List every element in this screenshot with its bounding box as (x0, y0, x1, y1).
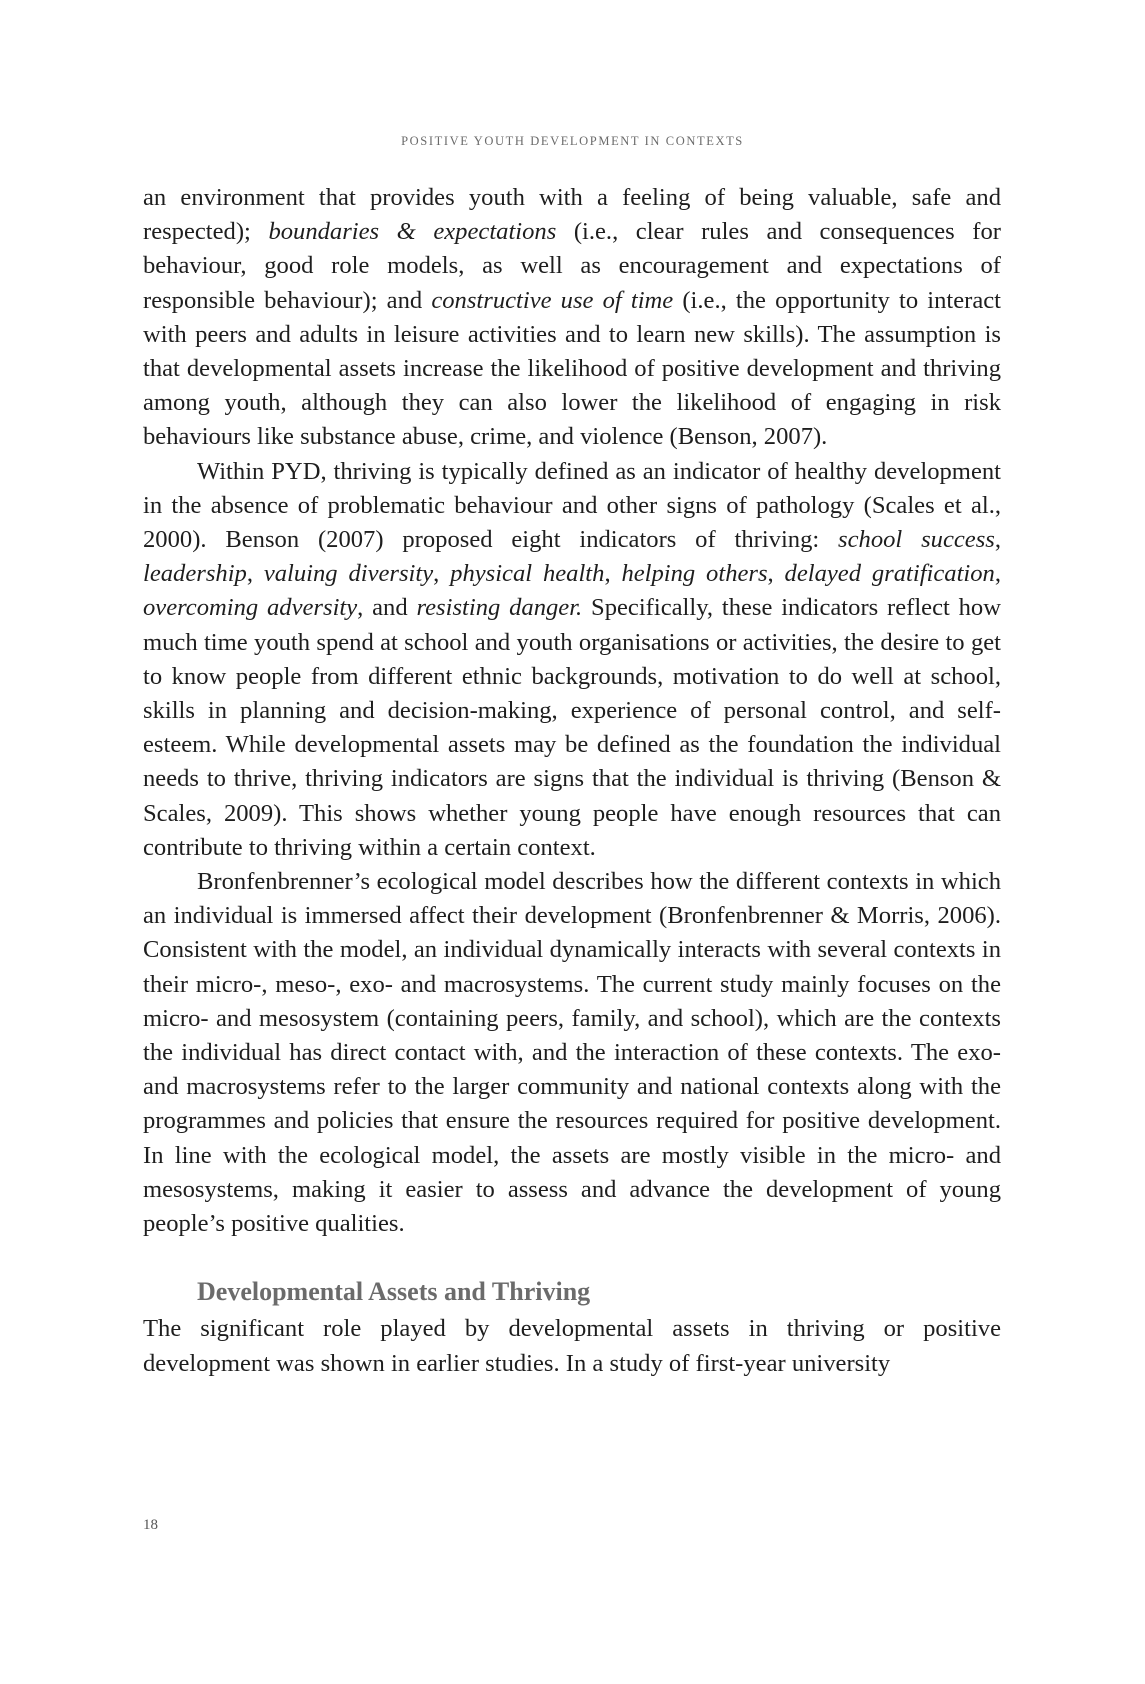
italic-term: leadership (143, 560, 247, 588)
italic-term: resisting danger. (416, 594, 583, 622)
body-paragraph (143, 181, 1001, 455)
text-run: Bronfenbrenner’s ecological model describes how the different contexts in which an individual is immersed affect their development (Bronfenbrenner & Morris, 2006). Consistent with the model, an individual dynamically interacts with several contexts in their micro-, meso-, exo- and macrosystems. The current study mainly focuses on the micro- and mesosystem (containing peers, family, and school), which are the contexts the individual has direct contact with, and the interaction of these contexts. The exo- and macrosystems refer to the larger community and national contexts along with the programmes and policies that ensure the resources required for positive development. In line with the ecological model, the assets are mostly visible in the micro- and mesosystems, making it easier to assess and advance the development of young people’s positive qualities. (143, 868, 1001, 1238)
text-run: , (433, 560, 451, 588)
text-run: , (604, 560, 622, 588)
text-run: , (767, 560, 785, 588)
text-run: , (994, 560, 1001, 588)
italic-term: delayed gratification (784, 560, 995, 588)
text-run: (i.e., clear rules and consequences for behaviour, good role models, as well as encouragement and expectations of responsible behaviour); and (143, 218, 1001, 314)
text-run: an environment that provides youth with a feeling of being valuable, safe and respected); (143, 184, 1001, 246)
italic-term: helping others (621, 560, 768, 588)
body-paragraph (143, 865, 1001, 1241)
text-run: , (994, 526, 1002, 554)
section-heading: Developmental Assets and Thriving (197, 1277, 591, 1307)
body-text (143, 181, 1001, 1381)
text-run: , (246, 560, 264, 588)
text-run: Specifically, these indicators reflect how much time youth spend at school and youth organisations or activities, the desire to get to know people from different ethnic backgrounds, motivation to do well at school, skills in planning and decision-making, experience of personal control, and self-esteem. While developmental assets may be defined as the foundation the individual needs to thrive, thriving indicators are signs that the individual is thriving (Benson & Scales, 2009). This shows whether young people have enough resources that can contribute to thriving within a certain context. (143, 594, 1001, 861)
paragraph-list (143, 181, 1001, 1241)
italic-term: valuing diversity (263, 560, 434, 588)
body-paragraph (143, 455, 1001, 865)
section-paragraph: The significant role played by developmental assets in thriving or positive development was shown in earlier studies. In a study of first-year university (143, 1315, 1001, 1377)
italic-term: school success (838, 526, 995, 554)
text-run: , and (357, 594, 417, 622)
italic-term: overcoming adversity (143, 594, 358, 622)
text-run: (i.e., the opportunity to interact with peers and adults in leisure activities and to learn new skills). The assumption is that developmental assets increase the likelihood of positive development and thriving among youth, although they can also lower the likelihood of engaging in risk behaviours like substance abuse, crime, and violence (Benson, 2007). (143, 286, 1001, 451)
text-run: Within PYD, thriving is typically defined as an indicator of healthy development in the absence of problematic behaviour and other signs of pathology (Scales et al., 2000). Benson (2007) proposed eight indicators of thriving: (143, 457, 1001, 554)
page-number: 18 (143, 1517, 158, 1533)
italic-term: boundaries & expectations (268, 218, 557, 246)
italic-term: constructive use of time (431, 286, 674, 314)
italic-term: physical health (450, 560, 605, 588)
running-head: POSITIVE YOUTH DEVELOPMENT IN CONTEXTS (401, 134, 744, 148)
